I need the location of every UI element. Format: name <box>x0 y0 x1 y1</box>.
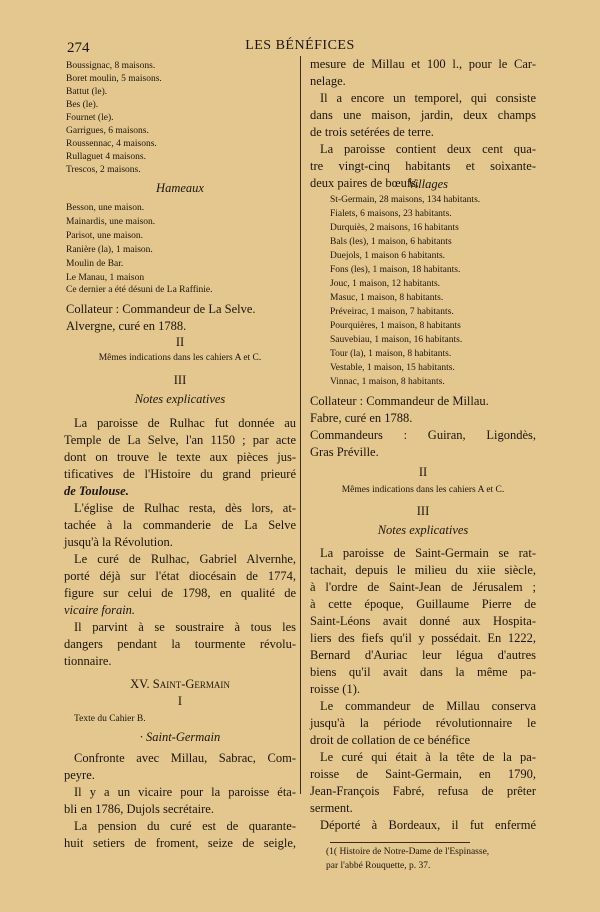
paragraph-line: jusqu'à la période révolutionnaire le <box>310 716 536 730</box>
paragraph-line: Il y a un vicaire pour la paroisse éta- <box>74 785 296 799</box>
section-roman-ii: II <box>418 465 428 479</box>
village-item: Pourquières, 1 maison, 8 habitants <box>330 321 461 331</box>
paragraph-line: mesure de Millau et 100 l., pour le Car- <box>310 57 536 71</box>
paragraph-line: nelage. <box>310 74 346 88</box>
paragraph-line: deux paires de bœufs. <box>310 176 419 190</box>
paragraph-line: droit de collation de ce bénéfice <box>310 733 470 747</box>
column-divider <box>300 56 301 794</box>
memes-indications: Mêmes indications dans les cahiers A et C. <box>98 353 262 363</box>
paragraph-line: dans une maison, jardin, deux champs <box>310 108 536 122</box>
section-roman-iii: III <box>173 373 187 387</box>
village-item: Bals (les), 1 maison, 6 habitants <box>330 237 452 247</box>
saint-germain-heading: · Saint-Germain <box>139 730 221 744</box>
paragraph-line: roisse (1). <box>310 682 360 696</box>
paragraph-line: Le commandeur de Millau conserva <box>320 699 536 713</box>
paragraph-line: Jean-François Fabré, refusa de prêter <box>310 784 536 798</box>
notes-heading: Notes explicatives <box>377 523 469 537</box>
list-item: Trescos, 2 maisons. <box>66 165 141 175</box>
collateur-line: Collateur : Commandeur de Millau. <box>310 394 489 408</box>
village-item: Duejols, 1 maison 6 habitants. <box>330 251 446 261</box>
paragraph-line: La paroisse contient deux cent qua- <box>320 142 536 156</box>
paragraph-line: biens qu'il avait dans la même pa- <box>310 665 536 679</box>
paragraph-line: jusqu'à la Révolution. <box>64 535 173 549</box>
notes-heading: Notes explicatives <box>134 392 226 406</box>
section-roman-i: I <box>177 694 183 708</box>
list-item: Boret moulin, 5 maisons. <box>66 74 162 84</box>
list-item: Mainardis, une maison. <box>66 217 156 227</box>
paragraph-line: Le curé qui était à la tête de la pa- <box>320 750 536 764</box>
hameaux-heading: Hameaux <box>156 181 204 195</box>
village-item: Jouc, 1 maison, 12 habitants. <box>330 279 441 289</box>
paragraph-line: serment. <box>310 801 353 815</box>
village-item: Sauvebiau, 1 maison, 16 habitants. <box>330 335 463 345</box>
list-item: Roussennac, 4 maisons. <box>66 139 157 149</box>
paragraph-line: Il a encore un temporel, qui consiste <box>320 91 536 105</box>
paragraph-line: de Toulouse. <box>64 484 129 498</box>
footnote-line: (1( Histoire de Notre-Dame de l'Espinasse, <box>326 847 490 857</box>
curate-line: Alvergne, curé en 1788. <box>66 319 187 333</box>
list-item: Parisot, une maison. <box>66 231 144 241</box>
list-item: Rullaguet 4 maisons. <box>66 152 146 162</box>
village-item: Vestable, 1 maison, 15 habitants. <box>330 363 455 373</box>
list-item: Le Manau, 1 maison <box>66 273 145 283</box>
paragraph-line: porté déjà sur l'état diocésain de 1774, <box>64 569 296 583</box>
paragraph-line: tificatives de l'Histoire du grand prieuré <box>64 467 296 481</box>
page-number: 274 <box>67 40 90 56</box>
list-item: Boussignac, 8 maisons. <box>66 61 156 71</box>
paragraph-line: La pension du curé est de quarante- <box>74 819 296 833</box>
paragraph-line: bli en 1786, Dujols secrétaire. <box>64 802 214 816</box>
commandeurs-line: Commandeurs : Guiran, Ligondès, <box>310 428 536 442</box>
paragraph-line: tachait, depuis le milieu du xiie siècle, <box>310 563 536 577</box>
paragraph-line: L'église de Rulhac resta, dès lors, at- <box>74 501 296 515</box>
list-item: Ranière (la), 1 maison. <box>66 245 153 255</box>
paragraph-line: Déporté à Bordeaux, il fut enfermé <box>320 818 536 832</box>
list-item: Fournet (le). <box>66 113 114 123</box>
running-header: LES BÉNÉFICES <box>245 38 355 53</box>
list-item: Garrigues, 6 maisons. <box>66 126 149 136</box>
paragraph-line: roisse de Saint-Germain, en 1790, <box>310 767 536 781</box>
list-item: Ce dernier a été désuni de La Raffinie. <box>66 285 213 295</box>
village-item: Masuc, 1 maison, 8 habitants. <box>330 293 444 303</box>
section-roman-ii: II <box>175 335 185 349</box>
paragraph-line: Temple de La Selve, l'an 1150 ; par acte <box>64 433 296 447</box>
paragraph-line: à cette époque, Guillaume Pierre de <box>310 597 536 611</box>
paragraph-line: vicaire forain. <box>64 603 136 617</box>
village-item: Tour (la), 1 maison, 8 habitants. <box>330 349 452 359</box>
curate-line: Fabre, curé en 1788. <box>310 411 413 425</box>
paragraph-line: dangers pendant la tourmente révolu- <box>64 637 296 651</box>
list-item: Moulin de Bar. <box>66 259 124 269</box>
village-item: Fialets, 6 maisons, 23 habitants. <box>330 209 452 219</box>
paragraph-line: La paroisse de Saint-Germain se rat- <box>320 546 536 560</box>
paragraph-line: Il parvint à se soustraire à tous les <box>74 620 296 634</box>
collateur-line: Collateur : Commandeur de La Selve. <box>66 302 256 316</box>
paragraph-line: figure sur celui de 1798, en qualité de <box>64 586 296 600</box>
commandeurs-line: Gras Préville. <box>310 445 379 459</box>
paragraph-line: tionnaire. <box>64 654 112 668</box>
paragraph-line: de trois setérées de terre. <box>310 125 434 139</box>
village-item: Vinnac, 1 maison, 8 habitants. <box>330 377 445 387</box>
paragraph-line: dont on trouve le texte aux pièces jus- <box>64 450 296 464</box>
village-item: Durquiès, 2 maisons, 16 habitants <box>330 223 459 233</box>
paragraph-line: tachée à la commanderie de La Selve <box>64 518 296 532</box>
paragraph-line: liers des fiefs qu'il y possédait. En 1222, <box>310 631 536 645</box>
footnote-rule <box>330 842 470 843</box>
list-item: Besson, une maison. <box>66 203 145 213</box>
memes-indications: Mêmes indications dans les cahiers A et C. <box>341 485 505 495</box>
paragraph-line: huit setiers de froment, seize de seigle, <box>64 836 296 850</box>
paragraph-line: à l'ordre de Saint-Jean de Jérusalem ; <box>310 580 536 594</box>
village-item: Fons (les), 1 maison, 18 habitants. <box>330 265 461 275</box>
paragraph-line: Confronte avec Millau, Sabrac, Com- <box>74 751 296 765</box>
villages-heading-text: Villages <box>408 177 449 191</box>
village-item: St-Germain, 28 maisons, 134 habitants. <box>330 195 481 205</box>
section-roman-iii: III <box>416 504 430 518</box>
paragraph-line: La paroisse de Rulhac fut donnée au <box>74 416 296 430</box>
village-item: Préveirac, 1 maison, 7 habitants. <box>330 307 454 317</box>
paragraph-line: tre vingt-cinq habitants et soixante- <box>310 159 536 173</box>
footnote-line: par l'abbé Rouquette, p. 37. <box>326 861 431 871</box>
list-item: Battut (le). <box>66 87 108 97</box>
texte-cahier: Texte du Cahier B. <box>74 714 146 724</box>
paragraph-line: Saint-Léons avait donné aux Hospita- <box>310 614 536 628</box>
paragraph-line: Le curé de Rulhac, Gabriel Alvernhe, <box>74 552 296 566</box>
list-item: Bes (le). <box>66 100 99 110</box>
section-title: XV. Saint-Germain <box>130 677 230 691</box>
paragraph-line: peyre. <box>64 768 95 782</box>
paragraph-line: Bernard d'Auriac leur légua d'autres <box>310 648 536 662</box>
